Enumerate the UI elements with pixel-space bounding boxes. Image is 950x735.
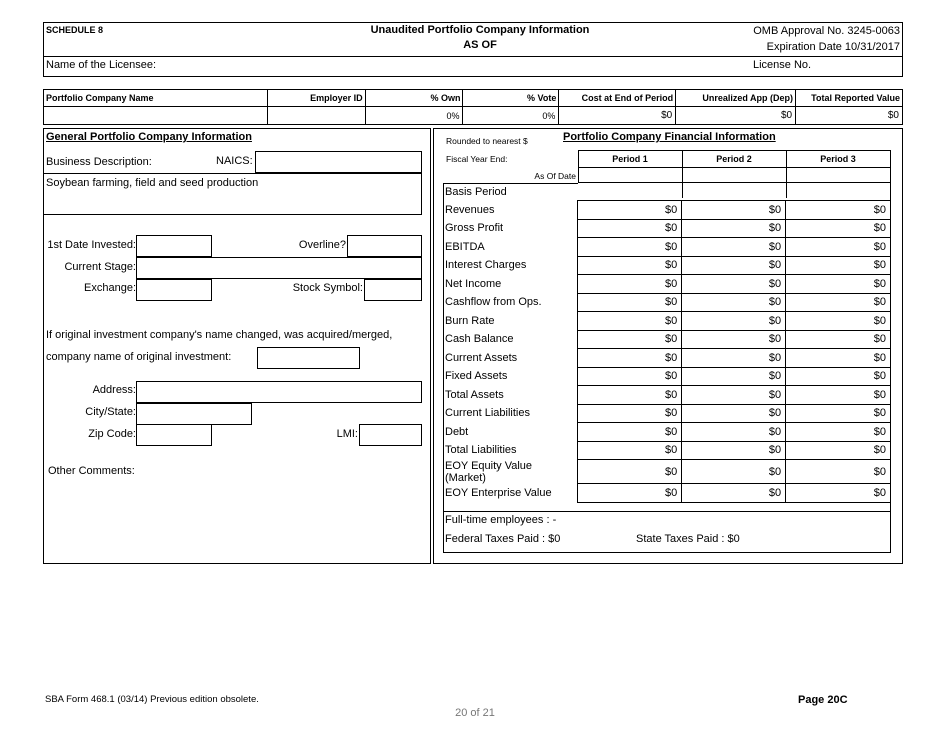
total-value-value[interactable]: $0 — [796, 107, 903, 125]
financial-value-period-3[interactable]: $0 — [786, 349, 891, 368]
financial-row-label: Debt — [443, 423, 578, 442]
form-title: Unaudited Portfolio Company Information — [370, 24, 590, 36]
financial-row — [443, 256, 891, 275]
period-header-grid — [578, 150, 891, 168]
period-2-header: Period 2 — [716, 154, 752, 164]
financial-value-period-1[interactable]: $0 — [578, 404, 682, 423]
financial-value-period-3[interactable]: $0 — [786, 441, 891, 460]
footer-form-note: SBA Form 468.1 (03/14) Previous edition obsolete. — [45, 694, 259, 705]
as-of-label: AS OF — [463, 39, 497, 51]
financial-row-label: Current Liabilities — [443, 404, 578, 423]
own-value[interactable]: 0% — [365, 107, 463, 125]
financial-value-period-3[interactable]: $0 — [786, 201, 891, 220]
financial-value-period-1[interactable]: $0 — [578, 367, 682, 386]
financial-value-period-1[interactable]: $0 — [578, 460, 682, 484]
exchange-label: Exchange: — [84, 282, 136, 294]
financial-value-period-2[interactable]: $0 — [682, 312, 786, 331]
financial-row-label: Total Assets — [443, 386, 578, 405]
stock-symbol-label: Stock Symbol: — [292, 282, 363, 294]
financial-value-period-1[interactable]: $0 — [578, 256, 682, 275]
financial-value-period-3[interactable]: $0 — [786, 423, 891, 442]
financial-row — [443, 330, 891, 349]
financial-value-period-2[interactable]: $0 — [682, 238, 786, 257]
financial-row — [443, 312, 891, 331]
financial-info-title: Portfolio Company Financial Information — [563, 131, 776, 143]
financial-value-period-1[interactable]: $0 — [578, 293, 682, 312]
financial-value-period-2[interactable]: $0 — [682, 219, 786, 238]
financial-table-bottom — [443, 511, 891, 512]
financial-value-period-3[interactable]: $0 — [786, 256, 891, 275]
general-info-title: General Portfolio Company Information — [46, 131, 252, 143]
overline-label: Overline? — [298, 239, 346, 251]
financial-value-period-3[interactable]: $0 — [786, 404, 891, 423]
as-of-date-label: As Of Date — [534, 171, 576, 181]
financial-value-period-1[interactable]: $0 — [578, 330, 682, 349]
financial-value-period-1[interactable]: $0 — [578, 201, 682, 220]
schedule-label: SCHEDULE 8 — [46, 25, 104, 35]
original-company-name-input[interactable] — [257, 347, 360, 369]
financial-row-label: Total Liabilities — [443, 441, 578, 460]
zip-code-input[interactable] — [136, 424, 212, 446]
financial-value-period-3[interactable]: $0 — [786, 367, 891, 386]
fulltime-employees: Full-time employees : - — [445, 514, 557, 526]
financial-value-period-1[interactable]: $0 — [578, 484, 682, 503]
financial-row-label: EOY Enterprise Value — [443, 484, 578, 503]
financial-value-period-3[interactable]: $0 — [786, 312, 891, 331]
col-own: % Own — [365, 90, 463, 107]
zip-code-label: Zip Code: — [88, 428, 136, 440]
financial-row — [443, 201, 891, 220]
col-company-name: Portfolio Company Name — [44, 90, 268, 107]
license-no-label: License No. — [753, 59, 812, 71]
financial-row — [443, 423, 891, 442]
financial-value-period-1[interactable]: $0 — [578, 349, 682, 368]
omb-approval: OMB Approval No. 3245-0063 — [753, 25, 900, 37]
lmi-label: LMI: — [336, 428, 358, 440]
state-taxes-paid: State Taxes Paid : $0 — [636, 533, 740, 545]
expiration-date: Expiration Date 10/31/2017 — [766, 41, 900, 53]
col-employer-id: Employer ID — [267, 90, 365, 107]
financial-bottom-border — [443, 552, 891, 553]
financial-value-period-2[interactable]: $0 — [682, 330, 786, 349]
as-of-date-row[interactable] — [578, 167, 891, 183]
fiscal-year-end-label: Fiscal Year End: — [446, 154, 508, 164]
header-divider — [43, 56, 903, 57]
rounded-note: Rounded to nearest $ — [446, 136, 528, 146]
federal-taxes-paid: Federal Taxes Paid : $0 — [445, 533, 561, 545]
financial-row-label: Cashflow from Ops. — [443, 293, 578, 312]
name-changed-question-line1: If original investment company's name changed, was acquired/merged, — [46, 329, 393, 341]
financial-value-period-1[interactable]: $0 — [578, 238, 682, 257]
financial-value-period-2[interactable]: $0 — [682, 460, 786, 484]
stock-symbol-input[interactable] — [364, 279, 422, 301]
financial-value-period-1[interactable]: $0 — [578, 275, 682, 294]
financial-value-period-3[interactable]: $0 — [786, 460, 891, 484]
financial-value-period-3[interactable]: $0 — [786, 219, 891, 238]
financial-row — [443, 238, 891, 257]
city-state-label: City/State: — [85, 406, 136, 418]
address-input[interactable] — [136, 381, 422, 403]
company-summary-table — [43, 89, 903, 125]
financial-value-period-3[interactable]: $0 — [786, 275, 891, 294]
financial-row — [443, 460, 891, 484]
financial-row — [443, 293, 891, 312]
company-table-header-row — [44, 90, 903, 107]
financial-value-period-2[interactable]: $0 — [682, 293, 786, 312]
current-stage-input[interactable] — [136, 257, 422, 279]
financial-table — [443, 200, 891, 503]
employer-id-value[interactable] — [267, 107, 365, 125]
first-date-invested-input[interactable] — [136, 235, 212, 257]
vote-value[interactable]: 0% — [463, 107, 559, 125]
basis-period-label: Basis Period — [445, 186, 507, 198]
exchange-input[interactable] — [136, 279, 212, 301]
cost-value[interactable]: $0 — [559, 107, 676, 125]
financial-row-label: Revenues — [443, 201, 578, 220]
licensee-label: Name of the Licensee: — [46, 59, 157, 71]
lmi-input[interactable] — [359, 424, 422, 446]
financial-value-period-2[interactable]: $0 — [682, 441, 786, 460]
financial-row — [443, 275, 891, 294]
financial-value-period-2[interactable]: $0 — [682, 423, 786, 442]
financial-value-period-1[interactable]: $0 — [578, 441, 682, 460]
other-comments-label: Other Comments: — [48, 465, 135, 477]
financial-value-period-1[interactable]: $0 — [578, 386, 682, 405]
financial-value-period-2[interactable]: $0 — [682, 256, 786, 275]
financial-value-period-2[interactable]: $0 — [682, 275, 786, 294]
address-label: Address: — [92, 384, 136, 396]
financial-value-period-2[interactable]: $0 — [682, 404, 786, 423]
financial-value-period-3[interactable]: $0 — [786, 484, 891, 503]
financial-row — [443, 404, 891, 423]
financial-value-period-1[interactable]: $0 — [578, 219, 682, 238]
basis-period-top — [443, 183, 578, 184]
financial-value-period-2[interactable]: $0 — [682, 349, 786, 368]
unrealized-value[interactable]: $0 — [676, 107, 796, 125]
financial-row-label: Fixed Assets — [443, 367, 578, 386]
footer-page-label: Page 20C — [798, 694, 848, 706]
city-state-input[interactable] — [136, 403, 252, 425]
period-1-header: Period 1 — [612, 154, 648, 164]
financial-row-label: Interest Charges — [443, 256, 578, 275]
financial-row-label: Cash Balance — [443, 330, 578, 349]
financial-row — [443, 349, 891, 368]
financial-row — [443, 484, 891, 503]
financial-value-period-1[interactable]: $0 — [578, 423, 682, 442]
company-name-value[interactable] — [44, 107, 268, 125]
overline-input[interactable] — [347, 235, 422, 257]
col-unrealized: Unrealized App (Dep) — [676, 90, 796, 107]
financial-value-period-1[interactable]: $0 — [578, 312, 682, 331]
financial-row-label: Current Assets — [443, 349, 578, 368]
financial-row — [443, 367, 891, 386]
financial-row — [443, 386, 891, 405]
naics-input[interactable] — [255, 151, 422, 173]
name-changed-question-line2: company name of original investment: — [46, 351, 232, 363]
financial-row-label: EOY Equity Value (Market) — [443, 460, 578, 484]
business-description-label: Business Description: — [46, 156, 152, 168]
financial-value-period-3[interactable]: $0 — [786, 293, 891, 312]
col-vote: % Vote — [463, 90, 559, 107]
current-stage-label: Current Stage: — [64, 261, 136, 273]
financial-value-period-2[interactable]: $0 — [682, 201, 786, 220]
first-date-invested-label: 1st Date Invested: — [47, 239, 136, 251]
col-total-value: Total Reported Value — [796, 90, 903, 107]
financial-value-period-2[interactable]: $0 — [682, 484, 786, 503]
col-cost: Cost at End of Period — [559, 90, 676, 107]
page-count: 20 of 21 — [455, 707, 495, 719]
financial-row-label: Net Income — [443, 275, 578, 294]
financial-row — [443, 441, 891, 460]
financial-row-label: EBITDA — [443, 238, 578, 257]
financial-value-period-3[interactable]: $0 — [786, 330, 891, 349]
financial-value-period-3[interactable]: $0 — [786, 386, 891, 405]
financial-value-period-2[interactable]: $0 — [682, 386, 786, 405]
business-description-text: Soybean farming, field and seed production — [46, 177, 259, 189]
financial-value-period-3[interactable]: $0 — [786, 238, 891, 257]
financial-value-period-2[interactable]: $0 — [682, 367, 786, 386]
period-3-header: Period 3 — [820, 154, 856, 164]
financial-row-label: Burn Rate — [443, 312, 578, 331]
financial-row-label: Gross Profit — [443, 219, 578, 238]
financial-row — [443, 219, 891, 238]
company-table-value-row — [44, 107, 903, 125]
naics-label: NAICS: — [216, 155, 253, 167]
financial-bottom-left-border — [443, 511, 444, 552]
